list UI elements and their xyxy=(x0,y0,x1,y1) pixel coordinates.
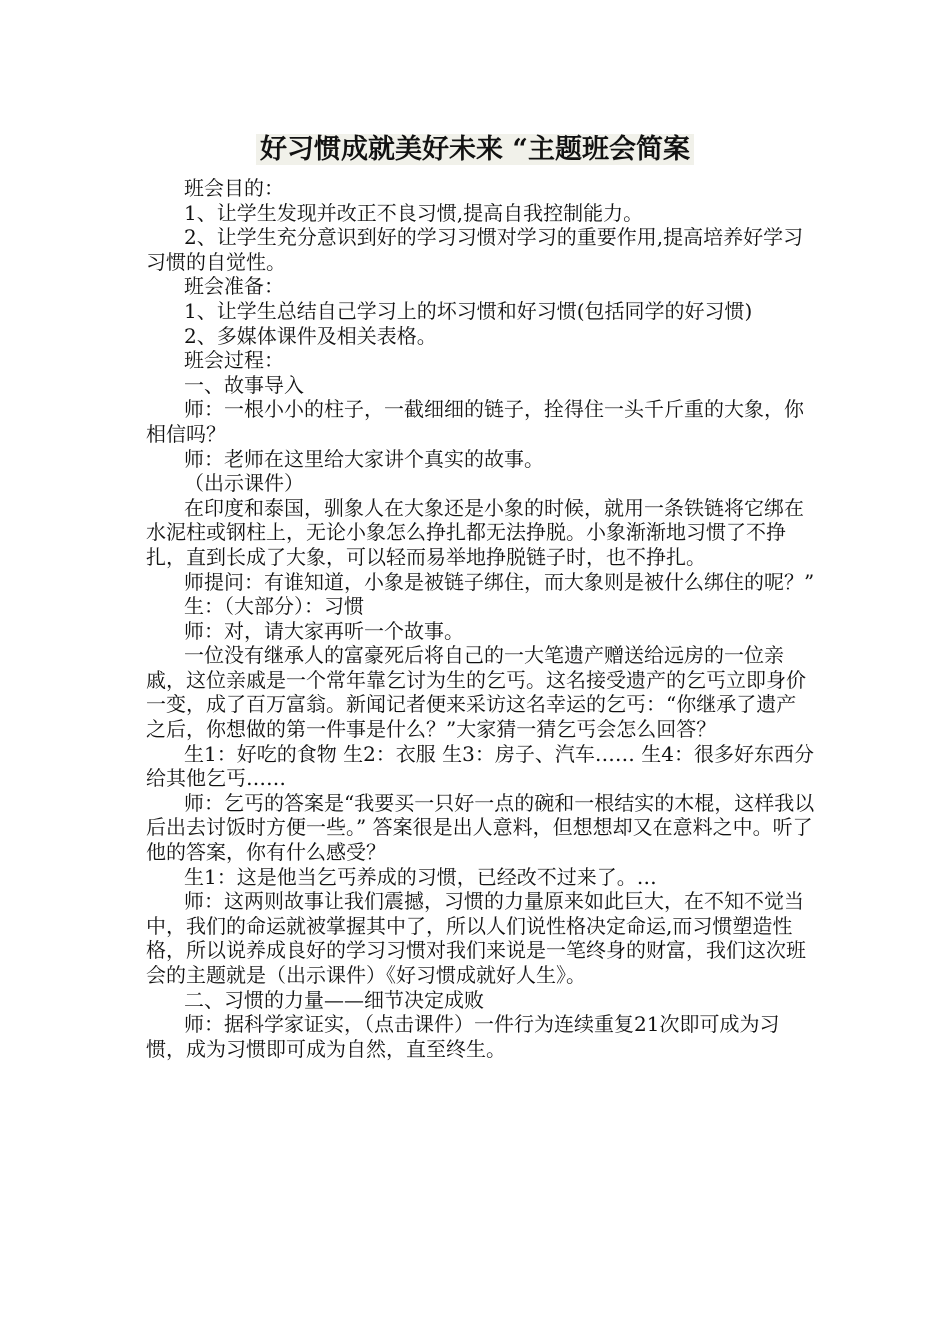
paragraph: 师：这两则故事让我们震撼，习惯的力量原来如此巨大，在不知不觉当中，我们的命运就被掌握其中了，所以人们说性格决定命运,而习惯塑造性格，所以说养成良好的学习习惯对我们来说是一笔终身的财富，我们这次班会的主题就是（出示课件）《好习惯成就好人生》。 xyxy=(146,889,806,987)
paragraph: 在印度和泰国，驯象人在大象还是小象的时候，就用一条铁链将它绑在水泥柱或钢柱上，无论小象怎么挣扎都无法挣脱。小象渐渐地习惯了不挣扎，直到长成了大象，可以轻而易举地挣脱链子时，也不挣扎。 xyxy=(146,495,804,569)
paragraph: 师：据科学家证实，（点击课件）一件行为连续重复21次即可成为习惯，成为习惯即可成为自然，直至终生。 xyxy=(146,1012,780,1061)
paragraph: 班会准备： xyxy=(184,274,284,299)
paragraph: 二、习惯的力量——细节决定成败 xyxy=(184,987,484,1012)
paragraph: 师：老师在这里给大家讲个真实的故事。 xyxy=(184,446,544,471)
paragraph: 师：一根小小的柱子，一截细细的链子，拴得住一头千斤重的大象，你相信吗？ xyxy=(146,397,804,446)
paragraph: 师：乞丐的答案是“我要买一只好一点的碗和一根结实的木棍，这样我以后出去讨饭时方便一些。” 答案很是出人意料，但想想却又在意料之中。听了他的答案，你有什么感受？ xyxy=(146,790,815,865)
paragraph: 生：（大部分）：习惯 xyxy=(184,594,364,619)
paragraph: 班会目的： xyxy=(184,176,284,200)
paragraph: 一、故事导入 xyxy=(184,372,304,397)
paragraph: 一位没有继承人的富豪死后将自己的一大笔遗产赠送给远房的一位亲戚，这位亲戚是一个常年靠乞讨为生的乞丐。这名接受遗产的乞丐立即身价一变，成了百万富翁。新闻记者便来采访这名幸运的乞丐：“你继承了遗产之后，你想做的第一件事是什么？”大家猜一猜乞丐会怎么回答？ xyxy=(146,643,806,742)
document-title-text: 好习惯成就美好未来 “主题班会简案 xyxy=(256,134,694,165)
paragraph: 2、让学生充分意识到好的学习习惯对学习的重要作用,提高培养好学习习惯的自觉性。 xyxy=(146,225,804,274)
paragraph: 师提问：有谁知道，小象是被链子绑住，而大象则是被什么绑住的呢？” xyxy=(184,569,815,594)
paragraph: 生1：好吃的食物 生2：衣服 生3：房子、汽车…… 生4：很多好东西分给其他乞丐…… xyxy=(146,741,814,791)
paragraph: 生1：这是他当乞丐养成的习惯，已经改不过来了。… xyxy=(184,864,657,889)
paragraph: 师：对，请大家再听一个故事。 xyxy=(184,618,464,643)
paragraph: 1、让学生总结自己学习上的坏习惯和好习惯(包括同学的好习惯) xyxy=(184,298,753,323)
paragraph: 1、让学生发现并改正不良习惯,提高自我控制能力。 xyxy=(184,200,644,225)
paragraph: （出示课件） xyxy=(184,471,304,496)
document-body xyxy=(146,176,816,1061)
paragraph: 2、多媒体课件及相关表格。 xyxy=(184,323,437,348)
document-title xyxy=(0,130,950,170)
paragraph: 班会过程： xyxy=(184,348,284,373)
